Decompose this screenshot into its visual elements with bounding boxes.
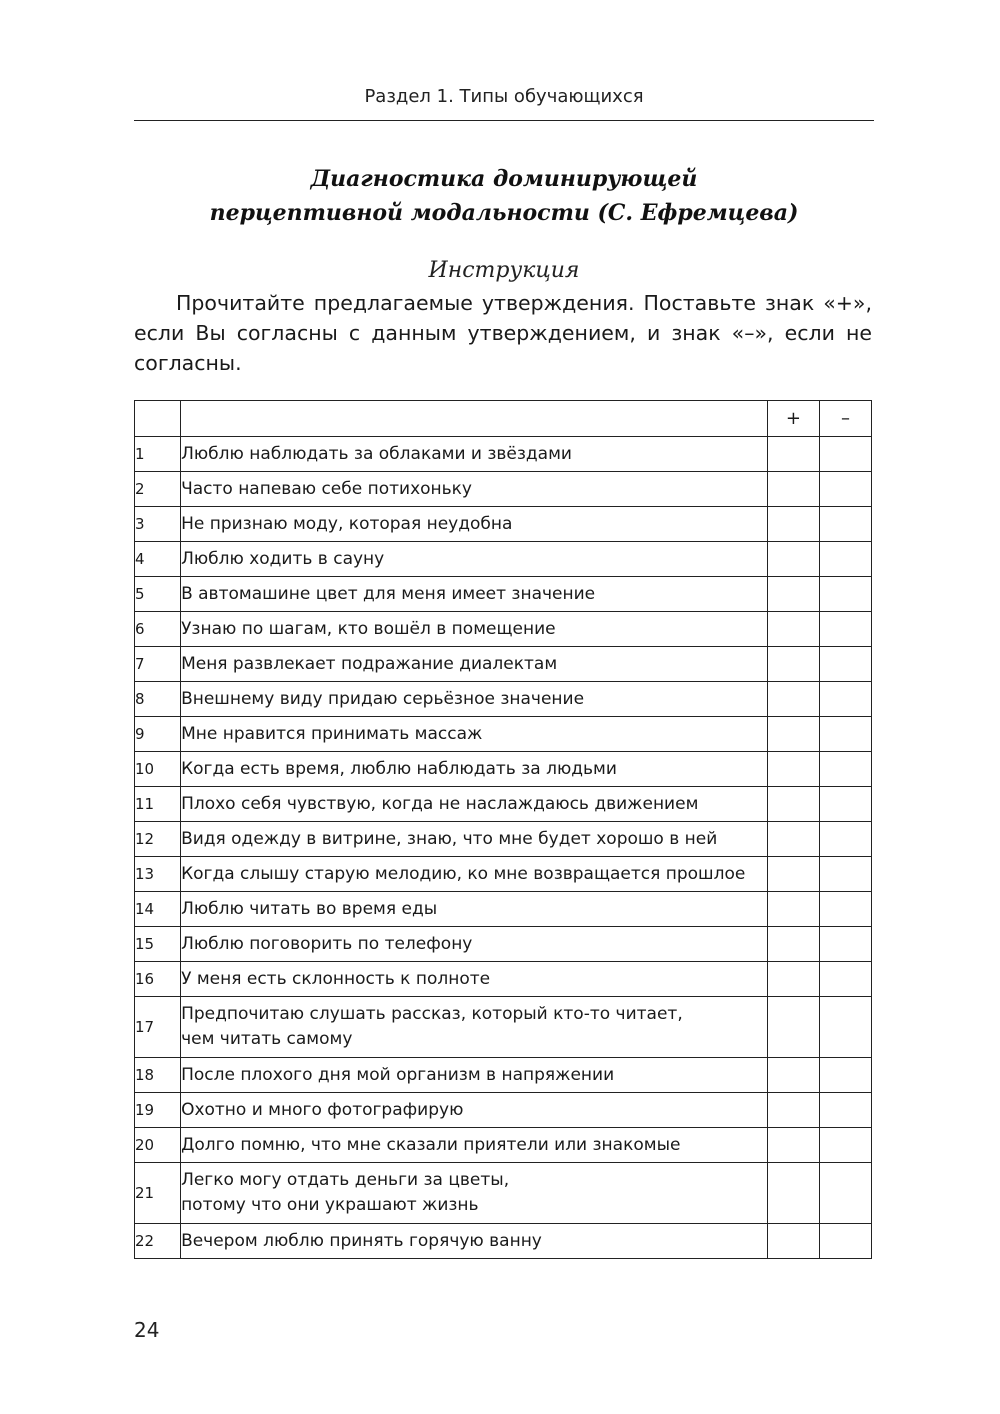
plus-answer-cell[interactable] xyxy=(767,472,819,507)
row-number: 6 xyxy=(135,612,181,647)
plus-answer-cell[interactable] xyxy=(767,997,819,1058)
table-row xyxy=(135,1224,872,1259)
statement-line: Люблю поговорить по телефону xyxy=(181,933,473,954)
page-number: 24 xyxy=(134,1318,160,1342)
plus-answer-cell[interactable] xyxy=(767,927,819,962)
survey-table xyxy=(134,400,872,1259)
table-row xyxy=(135,612,872,647)
row-number: 20 xyxy=(135,1128,181,1163)
plus-answer-cell[interactable] xyxy=(767,682,819,717)
row-statement xyxy=(181,1093,768,1128)
table-header-row xyxy=(135,401,872,437)
row-statement xyxy=(181,822,768,857)
row-statement xyxy=(181,927,768,962)
statement-line: Охотно и много фотографирую xyxy=(181,1099,464,1120)
minus-answer-cell[interactable] xyxy=(819,997,871,1058)
row-number: 11 xyxy=(135,787,181,822)
instruction-text: Прочитайте предлагаемые утверждения. Поставьте знак «+», если Вы согласны с данным утверждением, и знак «–», если не согласны. xyxy=(134,291,872,375)
minus-answer-cell[interactable] xyxy=(819,577,871,612)
row-statement xyxy=(181,1128,768,1163)
minus-answer-cell[interactable] xyxy=(819,892,871,927)
minus-answer-cell[interactable] xyxy=(819,927,871,962)
plus-answer-cell[interactable] xyxy=(767,1093,819,1128)
statement-line: Вечером люблю принять горячую ванну xyxy=(181,1230,542,1251)
plus-answer-cell[interactable] xyxy=(767,437,819,472)
table-row xyxy=(135,997,872,1058)
table-row xyxy=(135,717,872,752)
statement-line: Внешнему виду придаю серьёзное значение xyxy=(181,688,585,709)
statement-column-header xyxy=(181,401,768,437)
statement-line: Не признаю моду, которая неудобна xyxy=(181,513,513,534)
table-row xyxy=(135,1163,872,1224)
instruction-heading: Инструкция xyxy=(428,258,580,283)
minus-answer-cell[interactable] xyxy=(819,647,871,682)
plus-answer-cell[interactable] xyxy=(767,612,819,647)
plus-answer-cell[interactable] xyxy=(767,577,819,612)
minus-answer-cell[interactable] xyxy=(819,962,871,997)
minus-column-header: – xyxy=(819,401,871,437)
minus-answer-cell[interactable] xyxy=(819,1128,871,1163)
plus-column-header: + xyxy=(767,401,819,437)
statement-line: У меня есть склонность к полноте xyxy=(181,968,491,989)
table-row xyxy=(135,682,872,717)
row-statement xyxy=(181,997,768,1058)
statement-line: Когда слышу старую мелодию, ко мне возвращается прошлое xyxy=(181,863,746,884)
plus-answer-cell[interactable] xyxy=(767,822,819,857)
table-row xyxy=(135,542,872,577)
statement-line: Узнаю по шагам, кто вошёл в помещение xyxy=(181,618,556,639)
table-row xyxy=(135,472,872,507)
row-number: 7 xyxy=(135,647,181,682)
minus-answer-cell[interactable] xyxy=(819,752,871,787)
page-title xyxy=(134,162,874,230)
title-line-2: перцептивной модальности (С. Ефремцева) xyxy=(209,200,799,226)
table-row xyxy=(135,892,872,927)
row-statement xyxy=(181,647,768,682)
statement-line: Часто напеваю себе потихоньку xyxy=(181,478,472,499)
statement-line: потому что они украшают жизнь xyxy=(181,1195,479,1215)
row-number: 21 xyxy=(135,1163,181,1224)
table-row xyxy=(135,787,872,822)
row-statement xyxy=(181,577,768,612)
running-header: Раздел 1. Типы обучающихся xyxy=(364,86,644,107)
row-statement xyxy=(181,717,768,752)
statement-line: чем читать самому xyxy=(181,1029,353,1049)
minus-answer-cell[interactable] xyxy=(819,1163,871,1224)
plus-answer-cell[interactable] xyxy=(767,892,819,927)
table-row xyxy=(135,1058,872,1093)
title-line-1: Диагностика доминирующей xyxy=(310,166,698,192)
header-rule xyxy=(134,120,874,121)
plus-answer-cell[interactable] xyxy=(767,1128,819,1163)
row-statement xyxy=(181,857,768,892)
table-row xyxy=(135,507,872,542)
plus-answer-cell[interactable] xyxy=(767,857,819,892)
statement-line: После плохого дня мой организм в напряжении xyxy=(181,1064,615,1085)
table-row xyxy=(135,822,872,857)
statement-line: Люблю наблюдать за облаками и звёздами xyxy=(181,443,572,464)
table-row xyxy=(135,577,872,612)
table-row xyxy=(135,857,872,892)
row-number: 10 xyxy=(135,752,181,787)
row-statement xyxy=(181,682,768,717)
minus-answer-cell[interactable] xyxy=(819,1093,871,1128)
row-statement xyxy=(181,612,768,647)
row-statement xyxy=(181,542,768,577)
plus-answer-cell[interactable] xyxy=(767,1163,819,1224)
minus-answer-cell[interactable] xyxy=(819,787,871,822)
number-column-header xyxy=(135,401,181,437)
minus-answer-cell[interactable] xyxy=(819,612,871,647)
table-row xyxy=(135,1128,872,1163)
table-row xyxy=(135,752,872,787)
statement-line: Люблю читать во время еды xyxy=(181,898,438,919)
plus-answer-cell[interactable] xyxy=(767,962,819,997)
plus-answer-cell[interactable] xyxy=(767,1224,819,1259)
row-number: 15 xyxy=(135,927,181,962)
minus-answer-cell[interactable] xyxy=(819,682,871,717)
plus-answer-cell[interactable] xyxy=(767,1058,819,1093)
statement-line: В автомашине цвет для меня имеет значение xyxy=(181,583,596,604)
row-statement xyxy=(181,472,768,507)
minus-answer-cell[interactable] xyxy=(819,717,871,752)
row-statement xyxy=(181,1058,768,1093)
row-statement xyxy=(181,437,768,472)
statement-line: Мне нравится принимать массаж xyxy=(181,723,483,744)
statement-line: Легко могу отдать деньги за цветы, xyxy=(181,1170,510,1190)
statement-line: Меня развлекает подражание диалектам xyxy=(181,653,558,674)
minus-answer-cell[interactable] xyxy=(819,507,871,542)
plus-answer-cell[interactable] xyxy=(767,717,819,752)
table-row xyxy=(135,1093,872,1128)
row-number: 1 xyxy=(135,437,181,472)
row-number: 18 xyxy=(135,1058,181,1093)
row-number: 22 xyxy=(135,1224,181,1259)
row-number: 2 xyxy=(135,472,181,507)
minus-answer-cell[interactable] xyxy=(819,857,871,892)
row-statement xyxy=(181,962,768,997)
row-number: 9 xyxy=(135,717,181,752)
row-statement xyxy=(181,787,768,822)
minus-answer-cell[interactable] xyxy=(819,542,871,577)
statement-line: Люблю ходить в сауну xyxy=(181,548,385,569)
row-number: 14 xyxy=(135,892,181,927)
row-statement xyxy=(181,507,768,542)
statement-line: Плохо себя чувствую, когда не наслаждаюсь движением xyxy=(181,793,699,814)
row-number: 16 xyxy=(135,962,181,997)
row-number: 8 xyxy=(135,682,181,717)
minus-answer-cell[interactable] xyxy=(819,472,871,507)
plus-answer-cell[interactable] xyxy=(767,647,819,682)
row-statement xyxy=(181,1224,768,1259)
plus-answer-cell[interactable] xyxy=(767,787,819,822)
row-statement xyxy=(181,752,768,787)
table-row xyxy=(135,647,872,682)
plus-answer-cell[interactable] xyxy=(767,542,819,577)
row-number: 5 xyxy=(135,577,181,612)
row-number: 13 xyxy=(135,857,181,892)
row-number: 12 xyxy=(135,822,181,857)
minus-answer-cell[interactable] xyxy=(819,437,871,472)
row-number: 17 xyxy=(135,997,181,1058)
row-number: 4 xyxy=(135,542,181,577)
statement-line: Когда есть время, люблю наблюдать за людьми xyxy=(181,758,617,779)
table-row xyxy=(135,962,872,997)
minus-answer-cell[interactable] xyxy=(819,1224,871,1259)
row-number: 3 xyxy=(135,507,181,542)
statement-line: Долго помню, что мне сказали приятели или знакомые xyxy=(181,1134,681,1155)
table-row xyxy=(135,437,872,472)
plus-answer-cell[interactable] xyxy=(767,752,819,787)
table-row xyxy=(135,927,872,962)
row-statement xyxy=(181,892,768,927)
row-statement xyxy=(181,1163,768,1224)
statement-line: Видя одежду в витрине, знаю, что мне будет хорошо в ней xyxy=(181,828,718,849)
survey-table-body xyxy=(135,437,872,1259)
minus-answer-cell[interactable] xyxy=(819,1058,871,1093)
statement-line: Предпочитаю слушать рассказ, который кто-то читает, xyxy=(181,1004,683,1024)
row-number: 19 xyxy=(135,1093,181,1128)
minus-answer-cell[interactable] xyxy=(819,822,871,857)
plus-answer-cell[interactable] xyxy=(767,507,819,542)
